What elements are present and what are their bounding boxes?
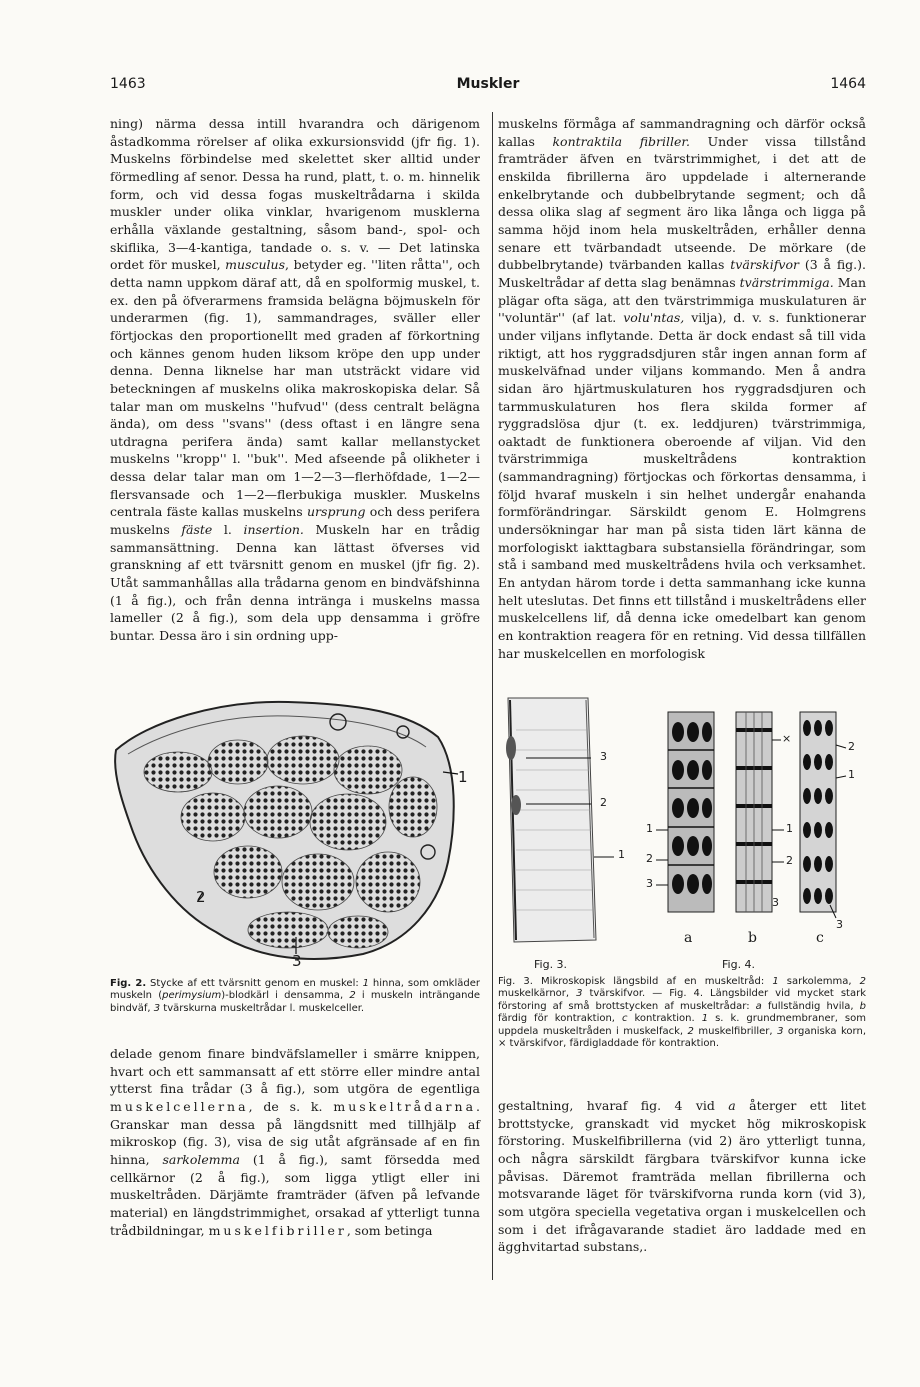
fig4b-label-1: 1 — [786, 822, 793, 835]
muscle-cross-section-illustration — [108, 692, 488, 967]
fig4a-label-3: 3 — [646, 877, 653, 890]
fig4-title: Fig. 4. — [722, 958, 756, 971]
fig3-title: Fig. 3. — [534, 958, 568, 971]
fig4b-label-x: × — [782, 732, 792, 745]
fig4a-label-2: 2 — [646, 852, 653, 865]
fig4b-label-2: 2 — [786, 854, 793, 867]
running-title: Muskler — [456, 76, 520, 92]
paragraph: delade genom finare bindväfslameller i smärre knippen, hvart och ett sammansatt af ett större eller mindre antal ytterst fina trådar (3 å fig.), som utgöra de egentliga muskelcellerna, de s. k. muskeltrådarna. Granskar man dessa på längdsnitt med tillhjälp af mikroskop (fig. 3), visa de sig utåt afgränsade af en fin hinna, sarkolemma (1 å fig.), samt försedda med cellkärnor (2 å fig.), som ligga ytligt eller ini muskeltråden. Därjämte framträder (äfven på lefvande material) en längdstrimmighet, orsakad af ytterligt tunna trådbildningar, muskelfibriller, som betinga — [110, 1046, 480, 1238]
fig4c-label-1: 1 — [848, 768, 855, 781]
fig4-letter-a: a — [684, 930, 693, 946]
fig3-label-2: 2 — [600, 796, 607, 809]
fig4-letter-b: b — [748, 930, 757, 946]
paragraph: muskelns förmåga af sammandragning och därför också kallas kontraktila fibriller. Under vissa tillstånd framträder äfven en tvärstrimmighet, i det att de enskilda fibrillerna äro uppdelade i alternerande enkelbrytande och dubbelbrytande segment; och då dessa olika slag af segment äro lika långa och ligga på samma höjd inom hela muskeltråden, erhåller denna senare ett tvärbandadt utseende. De mörkare (de dubbelbrytande) tvärbanden kallas tvärskifvor (3 å fig.). Muskeltrådar af detta slag benämnas tvärstrimmiga. Man plägar ofta säga, att den tvärstrimmiga muskulaturen är ''voluntär'' (af lat. volu'ntas, vilja), d. v. s. funktionerar under viljans inflytande. Detta är dock endast så till vida riktigt, att hos ryggradsdjuren står ingen annan form af muskelväfnad under viljans kommando. Men å andra sidan äro hjärtmuskulaturen hos ryggradsdjuren och tarmmuskulaturen hos flera skilda former af ryggradslösa djur (t. ex. leddjuren) tvärstrimmiga, oaktadt de funktionera oberoende af viljan. Vid den tvärstrimmiga muskeltrådens kontraktion (sammandragning) förtjockas och förkortas densamma, i följd hvaraf muskeln i sin helhet undergår enahanda formförändringar. Särskildt genom E. Holmgrens undersökningar har man på sista tiden lärt känna de morfologiskt iakttagbara substansiella förändringar, som stå i samband med muskeltrådens hvila och verksamhet. En antydan härom torde i detta sammanhang icke kunna helt uteslutas. Det finns ett tillstånd i muskeltrådens eller muskelcellens lif, då denna icke omedelbart kan genom en kontraktion reagera för en retning. Vid dessa tillfällen har muskelcellen en morfologisk — [498, 116, 867, 661]
right-column-text-bottom — [498, 1097, 866, 1256]
figure-3-4-muscle-fibres — [496, 690, 868, 975]
fig4b-label-3: 3 — [772, 896, 779, 909]
figure-2-caption: Fig. 2. Stycke af ett tvärsnitt genom en muskel: 1 hinna, som omkläder muskeln (perimysium)-blodkärl i densamma, 2 i muskeln inträngande bindväf, 3 tvärskurna muskeltrådar l. muskelceller. — [110, 978, 481, 1014]
fig2-label-2: 2 — [196, 888, 206, 906]
page-number-left: 1463 — [110, 76, 146, 92]
figure-2-muscle-cross-section — [108, 692, 488, 970]
right-column-text-top — [498, 115, 866, 662]
fig4c-label-3: 3 — [836, 918, 843, 931]
paragraph: gestaltning, hvaraf fig. 4 vid a återger ett litet brottstycke, granskadt vid mycket hög mikroskopisk förstoring. Muskelfibrillerna (vid 2) äro ytterligt tunna, och några särskildt färgbara tvärskifvor kunna icke påvisas. Däremot framträda mellan fibrillerna och motsvarande läget för tvärskifvorna runda korn (vid 3), som utgöra speciella vegetativa organ i muskelcellen och som i det ifrågavarande stadiet äro laddade med en ägghvitartad substans,. — [498, 1098, 867, 1255]
fig3-label-1: 1 — [618, 848, 625, 861]
fig4-letter-c: c — [816, 930, 824, 946]
page-header — [110, 76, 866, 96]
fig2-label-3: 3 — [292, 952, 302, 970]
paragraph: ning) närma dessa intill hvarandra och därigenom åstadkomma rörelser af olika exkursionsvidd (jfr fig. 1). Muskelns förbindelse med skelettet sker alltid under förmedling af senor. Dessa ha rund, platt, t. o. m. hinnelik form, och vid dessa fogas muskeltrådarna i skilda muskler under olika vinklar, hvarigenom musklerna erhålla växlande gestaltning, såsom band-, spol- och skiflika, 3—4-kantiga, tandade o. s. v. — Det latinska ordet för muskel, musculus, betyder eg. ''liten råtta'', och detta namn uppkom däraf att, då en spolformig muskel, t. ex. den på öfverarmens framsida belägna böjmuskeln för underarmen (fig. 1), sammandrages, sväller eller förtjockas den proportionellt med graden af förkortning och kännes genom huden liksom kröpe den upp under denna. Denna liknelse har man utsträckt vidare vid beteckningen af muskelns olika makroskopiska delar. Så talar man om muskelns ''hufvud'' (dess centralt belägna ända), om dess ''svans'' (dess oftast i en längre sena utdragna perifera ända) samt kallar mellanstycket muskelns ''kropp'' l. ''buk''. Med afseende på olikheter i dessa delar talar man om 1—2—3—flerhöfdade, 1—2—flersvansade och 1—2—flerbukiga muskler. Muskelns centrala fäste kallas muskelns ursprung och dess perifera muskelns fäste l. insertion. Muskeln har en trådig sammansättning. Denna kan lättast öfverses vid granskning af ett tvärsnitt genom en muskel (jfr fig. 2). Utåt sammanhållas alla trådarna genom en bindväfshinna (1 å fig.), och från denna intränga i muskelns massa lameller (2 å fig.), som dela upp densamma i gröfre buntar. Dessa äro i sin ordning upp- — [110, 116, 480, 644]
left-column-text-top — [110, 115, 480, 645]
fig3-label-3: 3 — [600, 750, 607, 763]
fig4c-label-2: 2 — [848, 740, 855, 753]
left-column-text-bottom — [110, 1045, 480, 1239]
page-number-right: 1464 — [830, 76, 866, 92]
column-rule — [492, 112, 493, 1280]
muscle-fibre-longitudinal-illustration — [496, 690, 868, 975]
fig2-label-1: 1 — [458, 768, 468, 786]
figure-3-4-caption: Fig. 3. Mikroskopisk längsbild af en muskeltråd: 1 sarkolemma, 2 muskelkärnor, 3 tvärskifvor. — Fig. 4. Längsbilder vid mycket stark förstoring af små brottstycken af muskeltrådar: a fullständig hvila, b färdig för kontraktion, c kontraktion. 1 s. k. grundmembraner, som uppdela muskeltråden i muskelfack, 2 muskelfibriller, 3 organiska korn, × tvärskifvor, färdigladdade för kontraktion. — [498, 976, 867, 1050]
fig4a-label-1: 1 — [646, 822, 653, 835]
